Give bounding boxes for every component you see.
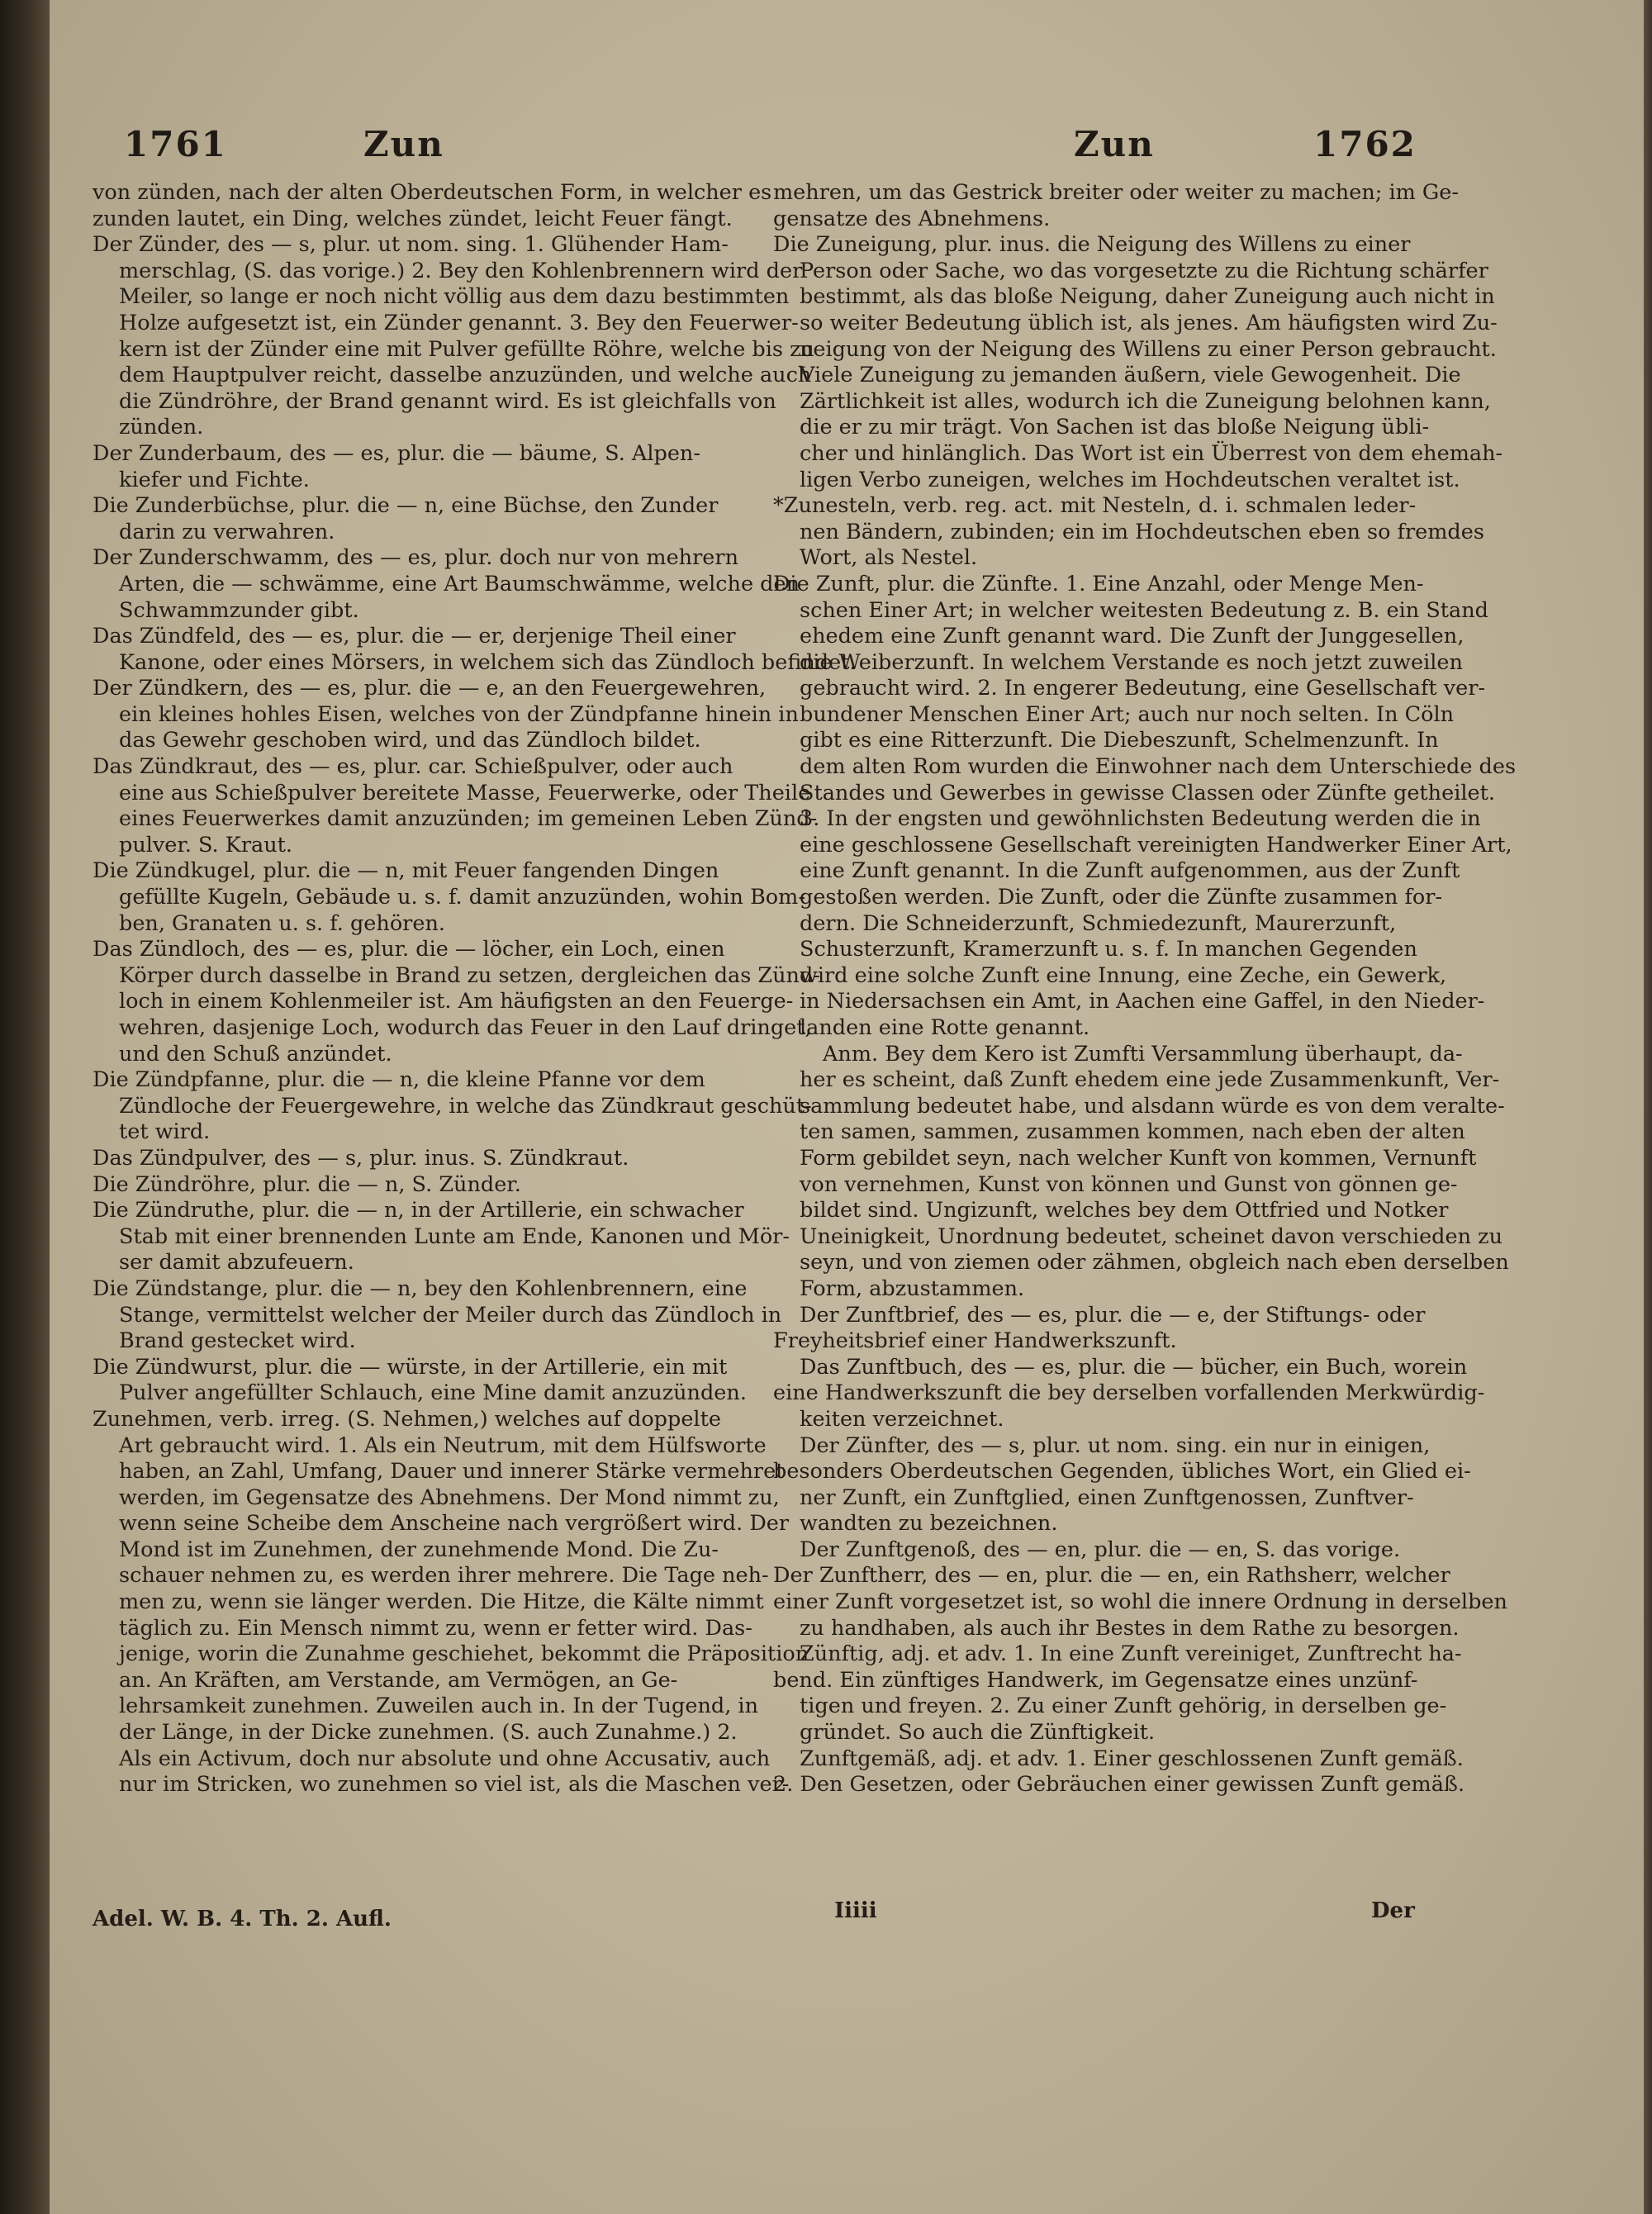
text-line: die Weiberzunft. In welchem Verstande es noch jetzt zuweilen — [800, 649, 1463, 675]
right-running-head: Zun — [1074, 124, 1155, 164]
text-line: men zu, wenn sie länger werden. Die Hitze, die Kälte nimmt — [119, 1589, 764, 1615]
text-line: eine Handwerkszunft die bey derselben vorfallenden Merkwürdig- — [773, 1380, 1485, 1406]
text-line: Meiler, so lange er noch nicht völlig aus dem dazu bestimmten — [119, 284, 790, 310]
text-line: wandten zu bezeichnen. — [800, 1511, 1058, 1537]
left-column — [93, 180, 857, 1798]
text-line: pulver. S. Kraut. — [119, 832, 292, 858]
text-line: kern ist der Zünder eine mit Pulver gefüllte Röhre, welche bis zu — [119, 336, 814, 362]
text-line: Form gebildet seyn, nach welcher Kunft von kommen, Vernunft — [800, 1145, 1477, 1171]
text-line: Die Zündruthe, plur. die — n, in der Artillerie, ein schwacher — [93, 1198, 744, 1223]
text-line: Das Zündkraut, des — es, plur. car. Schießpulver, oder auch — [93, 754, 733, 780]
text-line: eine aus Schießpulver bereitete Masse, Feuerwerke, oder Theile — [119, 780, 811, 805]
text-line: cher und hinlänglich. Das Wort ist ein Überrest von dem ehemah- — [800, 440, 1503, 466]
text-line: kiefer und Fichte. — [119, 467, 310, 492]
text-line: Der Zünfter, des — s, plur. ut nom. sing. ein nur in einigen, — [800, 1432, 1431, 1458]
text-line: bundener Menschen Einer Art; auch nur noch selten. In Cöln — [800, 701, 1455, 727]
text-line: Form, abzustammen. — [800, 1276, 1025, 1301]
text-line: Stab mit einer brennenden Lunte am Ende, Kanonen und Mör- — [119, 1223, 790, 1249]
book-spine — [0, 0, 51, 2214]
text-line: schen Einer Art; in welcher weitesten Bedeutung z. B. ein Stand — [800, 597, 1488, 623]
text-line: gefüllte Kugeln, Gebäude u. s. f. damit anzuzünden, wohin Bom- — [119, 885, 805, 910]
text-line: Wort, als Nestel. — [800, 545, 978, 571]
text-line: an. An Kräften, am Verstande, am Vermögen, an Ge- — [119, 1667, 678, 1693]
text-line: Zunehmen, verb. irreg. (S. Nehmen,) welches auf doppelte — [93, 1406, 721, 1432]
text-line: gestoßen werden. Die Zunft, oder die Zünfte zusammen for- — [800, 885, 1443, 910]
text-line: Art gebraucht wird. 1. Als ein Neutrum, mit dem Hülfsworte — [119, 1432, 767, 1458]
text-line: gibt es eine Ritterzunft. Die Diebeszunft, Schelmenzunft. In — [800, 728, 1439, 753]
text-line: Die Zunderbüchse, plur. die — n, eine Büchse, den Zunder — [93, 493, 719, 519]
text-line: Der Zunderschwamm, des — es, plur. doch nur von mehrern — [93, 545, 738, 571]
text-line: landen eine Rotte genannt. — [800, 1015, 1090, 1040]
text-line: Holze aufgesetzt ist, ein Zünder genannt. 3. Bey den Feuerwer- — [119, 310, 799, 335]
text-line: Die Zündstange, plur. die — n, bey den Kohlenbrennern, eine — [93, 1276, 748, 1301]
text-line: täglich zu. Ein Mensch nimmt zu, wenn er fetter wird. Das- — [119, 1615, 752, 1641]
text-line: tet wird. — [119, 1119, 211, 1145]
text-line: so weiter Bedeutung üblich ist, als jenes. Am häufigsten wird Zu- — [800, 310, 1498, 335]
text-line: keiten verzeichnet. — [800, 1406, 1004, 1432]
text-line: Das Zündpulver, des — s, plur. inus. S. Zündkraut. — [93, 1145, 629, 1171]
text-line: loch in einem Kohlenmeiler ist. Am häufigsten an den Feuerge- — [119, 989, 794, 1014]
text-line: Der Zunderbaum, des — es, plur. die — bäume, S. Alpen- — [93, 440, 700, 466]
text-line: Schusterzunft, Kramerzunft u. s. f. In manchen Gegenden — [800, 937, 1417, 962]
text-line: dem alten Rom wurden die Einwohner nach dem Unterschiede des — [800, 754, 1517, 780]
text-line: ligen Verbo zuneigen, welches im Hochdeutschen veraltet ist. — [800, 467, 1460, 492]
text-line: haben, an Zahl, Umfang, Dauer und innerer Stärke vermehret — [119, 1459, 785, 1485]
text-line: Die Zündröhre, plur. die — n, S. Zünder. — [93, 1171, 521, 1197]
text-line: Der Zunftgenoß, des — en, plur. die — en, S. das vorige. — [800, 1537, 1401, 1562]
text-line: Die Zündwurst, plur. die — würste, in der Artillerie, ein mit — [93, 1354, 728, 1380]
text-line: Die Zündpfanne, plur. die — n, die kleine Pfanne vor dem — [93, 1067, 705, 1093]
text-line: dem Hauptpulver reicht, dasselbe anzuzünden, und welche auch — [119, 363, 812, 388]
text-line: wenn seine Scheibe dem Anscheine nach vergrößert wird. Der — [119, 1511, 790, 1537]
text-line: zünden. — [119, 415, 204, 440]
text-line: neigung von der Neigung des Willens zu einer Person gebraucht. — [800, 336, 1497, 362]
text-line: Körper durch dasselbe in Brand zu setzen, dergleichen das Zünd- — [119, 962, 820, 988]
text-line: Die Zündkugel, plur. die — n, mit Feuer fangenden Dingen — [93, 858, 719, 884]
right-column — [773, 180, 1517, 1798]
text-line: Als ein Activum, doch nur absolute und ohne Accusativ, auch — [119, 1746, 771, 1771]
text-line: 3. In der engsten und gewöhnlichsten Bedeutung werden die in — [800, 806, 1481, 832]
text-line: Person oder Sache, wo das vorgesetzte zu die Richtung schärfer — [800, 258, 1488, 283]
text-line: eine Zunft genannt. In die Zunft aufgenommen, aus der Zunft — [800, 858, 1460, 884]
text-line: dern. Die Schneiderzunft, Schmiedezunft, Maurerzunft, — [800, 910, 1397, 936]
text-line: von zünden, nach der alten Oberdeutschen Form, in welcher es — [93, 180, 772, 205]
text-line: Uneinigkeit, Unordnung bedeutet, scheinet davon verschieden zu — [800, 1223, 1502, 1249]
text-line: schauer nehmen zu, es werden ihrer mehrere. Die Tage neh- — [119, 1563, 769, 1589]
text-line: das Gewehr geschoben wird, und das Zündloch bildet. — [119, 728, 701, 753]
text-line: Arten, die — schwämme, eine Art Baumschwämme, welche den — [119, 571, 800, 596]
signature-mark: Iiiii — [834, 1898, 877, 1923]
text-line: zu handhaben, als auch ihr Bestes in dem Rathe zu besorgen. — [800, 1615, 1460, 1641]
text-line: Der Zünder, des — s, plur. ut nom. sing. 1. Glühender Ham- — [93, 232, 729, 258]
text-line: seyn, und von ziemen oder zähmen, obgleich nach eben derselben — [800, 1250, 1509, 1276]
text-line: ben, Granaten u. s. f. gehören. — [119, 910, 445, 936]
text-line: Viele Zuneigung zu jemanden äußern, viele Gewogenheit. Die — [800, 363, 1461, 388]
text-line: gebraucht wird. 2. In engerer Bedeutung, eine Gesellschaft ver- — [800, 676, 1486, 701]
text-line: die Zündröhre, der Brand genannt wird. Es ist gleichfalls von — [119, 388, 776, 414]
text-line: der Länge, in der Dicke zunehmen. (S. auch Zunahme.) 2. — [119, 1720, 738, 1746]
text-line: tigen und freyen. 2. Zu einer Zunft gehörig, in derselben ge- — [800, 1694, 1447, 1719]
left-page-number: 1761 — [124, 124, 227, 164]
text-line: von vernehmen, Kunst von können und Gunst von gönnen ge- — [800, 1171, 1458, 1197]
text-line: bestimmt, als das bloße Neigung, daher Zuneigung auch nicht in — [800, 284, 1495, 310]
text-line: lehrsamkeit zunehmen. Zuweilen auch in. In der Tugend, in — [119, 1694, 758, 1719]
text-line: Pulver angefüllter Schlauch, eine Mine damit anzuzünden. — [119, 1380, 747, 1406]
text-line: nen Bändern, zubinden; ein im Hochdeutschen eben so fremdes — [800, 519, 1484, 544]
text-line: Zünftig, adj. et adv. 1. In eine Zunft vereiniget, Zunftrecht ha- — [800, 1641, 1462, 1667]
text-line: wehren, dasjenige Loch, wodurch das Feuer in den Lauf dringet, — [119, 1015, 812, 1040]
text-line: wird eine solche Zunft eine Innung, eine Zeche, ein Gewerk, — [800, 962, 1447, 988]
text-line: Der Zündkern, des — es, plur. die — e, an den Feuergewehren, — [93, 676, 767, 701]
text-line: Das Zündloch, des — es, plur. die — löcher, ein Loch, einen — [93, 937, 725, 962]
left-running-head: Zun — [363, 124, 444, 164]
text-line: werden, im Gegensatze des Abnehmens. Der Mond nimmt zu, — [119, 1485, 780, 1510]
text-line: eine geschlossene Gesellschaft vereinigten Handwerker Einer Art, — [800, 832, 1512, 858]
text-line: Zunftgemäß, adj. et adv. 1. Einer geschlossenen Zunft gemäß. — [800, 1746, 1464, 1771]
text-line: Die Zunft, plur. die Zünfte. 1. Eine Anzahl, oder Menge Men- — [773, 571, 1424, 596]
text-line: Das Zündfeld, des — es, plur. die — er, derjenige Theil einer — [93, 624, 736, 649]
text-line: ner Zunft, ein Zunftglied, einen Zunftgenossen, Zunftver- — [800, 1485, 1414, 1510]
text-line: Stange, vermittelst welcher der Meiler durch das Zündloch in — [119, 1302, 782, 1328]
text-line: merschlag, (S. das vorige.) 2. Bey den Kohlenbrennern wird der — [119, 258, 803, 283]
text-line: 2. Den Gesetzen, oder Gebräuchen einer gewissen Zunft gemäß. — [773, 1772, 1465, 1798]
text-line: ehedem eine Zunft genannt ward. Die Zunft der Junggesellen, — [800, 624, 1464, 649]
text-line: *Zunesteln, verb. reg. act. mit Nesteln, d. i. schmalen leder- — [773, 493, 1417, 519]
text-line: und den Schuß anzündet. — [119, 1041, 392, 1067]
text-line: Kanone, oder eines Mörsers, in welchem sich das Zündloch befindet. — [119, 649, 857, 675]
text-line: die er zu mir trägt. Von Sachen ist das bloße Neigung übli- — [800, 415, 1430, 440]
text-line: bend. Ein zünftiges Handwerk, im Gegensatze eines unzünf- — [773, 1667, 1418, 1693]
text-line: gensatze des Abnehmens. — [773, 206, 1051, 231]
text-line: Freyheitsbrief einer Handwerkszunft. — [773, 1328, 1177, 1354]
text-line: sammlung bedeutet habe, und alsdann würde es von dem veralte- — [800, 1093, 1505, 1119]
signature-line: Adel. W. B. 4. Th. 2. Aufl. — [93, 1907, 392, 1931]
text-line: Zündloche der Feuergewehre, in welche das Zündkraut geschüt- — [119, 1093, 812, 1119]
text-line: gründet. So auch die Zünftigkeit. — [800, 1720, 1156, 1746]
text-line: Anm. Bey dem Kero ist Zumfti Versammlung überhaupt, da- — [823, 1041, 1463, 1067]
text-line: Der Zunftbrief, des — es, plur. die — e, der Stiftungs- oder — [800, 1302, 1426, 1328]
text-line: Brand gestecket wird. — [119, 1328, 356, 1354]
text-line: eines Feuerwerkes damit anzuzünden; im gemeinen Leben Zünd- — [119, 806, 818, 832]
text-line: einer Zunft vorgesetzet ist, so wohl die innere Ordnung in derselben — [773, 1589, 1507, 1615]
text-line: ser damit abzufeuern. — [119, 1250, 354, 1276]
text-line: bildet sind. Ungizunft, welches bey dem Ottfried und Notker — [800, 1198, 1449, 1223]
text-line: Die Zuneigung, plur. inus. die Neigung des Willens zu einer — [773, 232, 1411, 258]
text-line: ten samen, sammen, zusammen kommen, nach eben der alten — [800, 1119, 1465, 1145]
text-line: mehren, um das Gestrick breiter oder weiter zu machen; im Ge- — [773, 180, 1459, 205]
text-line: Schwammzunder gibt. — [119, 597, 359, 623]
text-line: her es scheint, daß Zunft ehedem eine jede Zusammenkunft, Ver- — [800, 1067, 1500, 1093]
text-line: Der Zunftherr, des — en, plur. die — en, ein Rathsherr, welcher — [773, 1563, 1450, 1589]
text-line: zunden lautet, ein Ding, welches zündet, leicht Feuer fängt. — [93, 206, 733, 231]
catchword: Der — [1371, 1898, 1415, 1923]
text-line: in Niedersachsen ein Amt, in Aachen eine Gaffel, in den Nieder- — [800, 989, 1485, 1014]
text-line: Standes und Gewerbes in gewisse Classen oder Zünfte getheilet. — [800, 780, 1495, 805]
text-line: Mond ist im Zunehmen, der zunehmende Mond. Die Zu- — [119, 1537, 719, 1562]
text-line: besonders Oberdeutschen Gegenden, übliches Wort, ein Glied ei- — [773, 1459, 1471, 1485]
text-line: ein kleines hohles Eisen, welches von der Zündpfanne hinein in — [119, 701, 799, 727]
text-line: Zärtlichkeit ist alles, wodurch ich die Zuneigung belohnen kann, — [800, 388, 1491, 414]
text-line: Das Zunftbuch, des — es, plur. die — bücher, ein Buch, worein — [800, 1354, 1468, 1380]
text-line: nur im Stricken, wo zunehmen so viel ist, als die Maschen ver- — [119, 1772, 790, 1798]
right-page-number: 1762 — [1313, 124, 1417, 164]
text-line: darin zu verwahren. — [119, 519, 335, 544]
text-line: jenige, worin die Zunahme geschiehet, bekommt die Präposition — [119, 1641, 809, 1667]
